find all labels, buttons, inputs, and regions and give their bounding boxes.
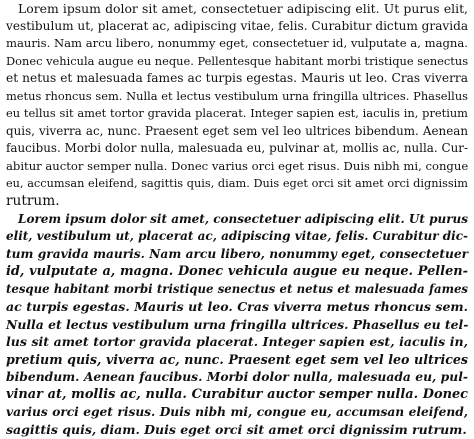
text-line: sagittis quis, diam. Duis eget orci sit amet orci dignissim rutrum. — [6, 422, 467, 438]
paragraph-regular — [6, 0, 468, 211]
text-line: elit, vestibulum ut, placerat ac, adipiscing vitae, felis. Curabitur dic- — [6, 229, 468, 244]
text-line: vinar at, mollis ac, nulla. Curabitur auctor semper nulla. Donec — [6, 387, 468, 403]
text-line: mauris. Nam arcu libero, nonummy eget, consectetuer id, vulputate a, magna. — [6, 36, 468, 51]
text-line: varius orci eget risus. Duis nibh mi, congue eu, accumsan eleifend, — [6, 404, 468, 419]
text-line: vestibulum ut, placerat ac, adipiscing vitae, felis. Curabitur dictum gravida — [6, 18, 469, 33]
text-line: eu, accumsan eleifend, sagittis quis, diam. Duis eget orci sit amet orci dignissim — [6, 177, 468, 191]
text-line: bibendum. Aenean faucibus. Morbi dolor nulla, malesuada eu, pul- — [6, 369, 468, 385]
text-line: id, vulputate a, magna. Donec vehicula augue eu neque. Pellen- — [6, 264, 468, 280]
text-line: metus rhoncus sem. Nulla et lectus vestibulum urna fringilla ultrices. Phasellus — [6, 88, 468, 103]
text-line: eu tellus sit amet tortor gravida placerat. Integer sapien est, iaculis in, pretium — [6, 106, 468, 121]
text-line: abitur auctor semper nulla. Donec varius orci eget risus. Duis nibh mi, congue — [6, 158, 469, 173]
text-line: tum gravida mauris. Nam arcu libero, nonummy eget, consectetuer — [6, 246, 468, 261]
text-line: rutrum. — [6, 193, 60, 210]
text-line: Donec vehicula augue eu neque. Pellentesque habitant morbi tristique senectus — [6, 53, 469, 68]
text-line: ac turpis egestas. Mauris ut leo. Cras viverra metus rhoncus sem. — [6, 299, 468, 315]
text-line: Lorem ipsum dolor sit amet, consectetuer adipiscing elit. Ut purus — [18, 211, 468, 226]
text-line: pretium quis, viverra ac, nunc. Praesent eget sem vel leo ultrices — [6, 351, 468, 367]
paragraph-bold-italic — [6, 211, 468, 439]
text-line: lus sit amet tortor gravida placerat. Integer sapien est, iaculis in, — [6, 334, 468, 350]
document-page — [6, 0, 468, 439]
text-line: Lorem ipsum dolor sit amet, consectetuer adipiscing elit. Ut purus elit, — [18, 1, 468, 16]
text-line: quis, viverra ac, nunc. Praesent eget sem vel leo ultrices bibendum. Aenean — [6, 123, 468, 138]
text-line: faucibus. Morbi dolor nulla, malesuada eu, pulvinar at, mollis ac, nulla. Cur- — [6, 141, 468, 156]
text-line: Nulla et lectus vestibulum urna fringilla ultrices. Phasellus eu tel- — [6, 316, 469, 332]
text-line: et netus et malesuada fames ac turpis egestas. Mauris ut leo. Cras viverra — [6, 71, 468, 86]
text-line: tesque habitant morbi tristique senectus et netus et malesuada fames — [6, 281, 468, 296]
